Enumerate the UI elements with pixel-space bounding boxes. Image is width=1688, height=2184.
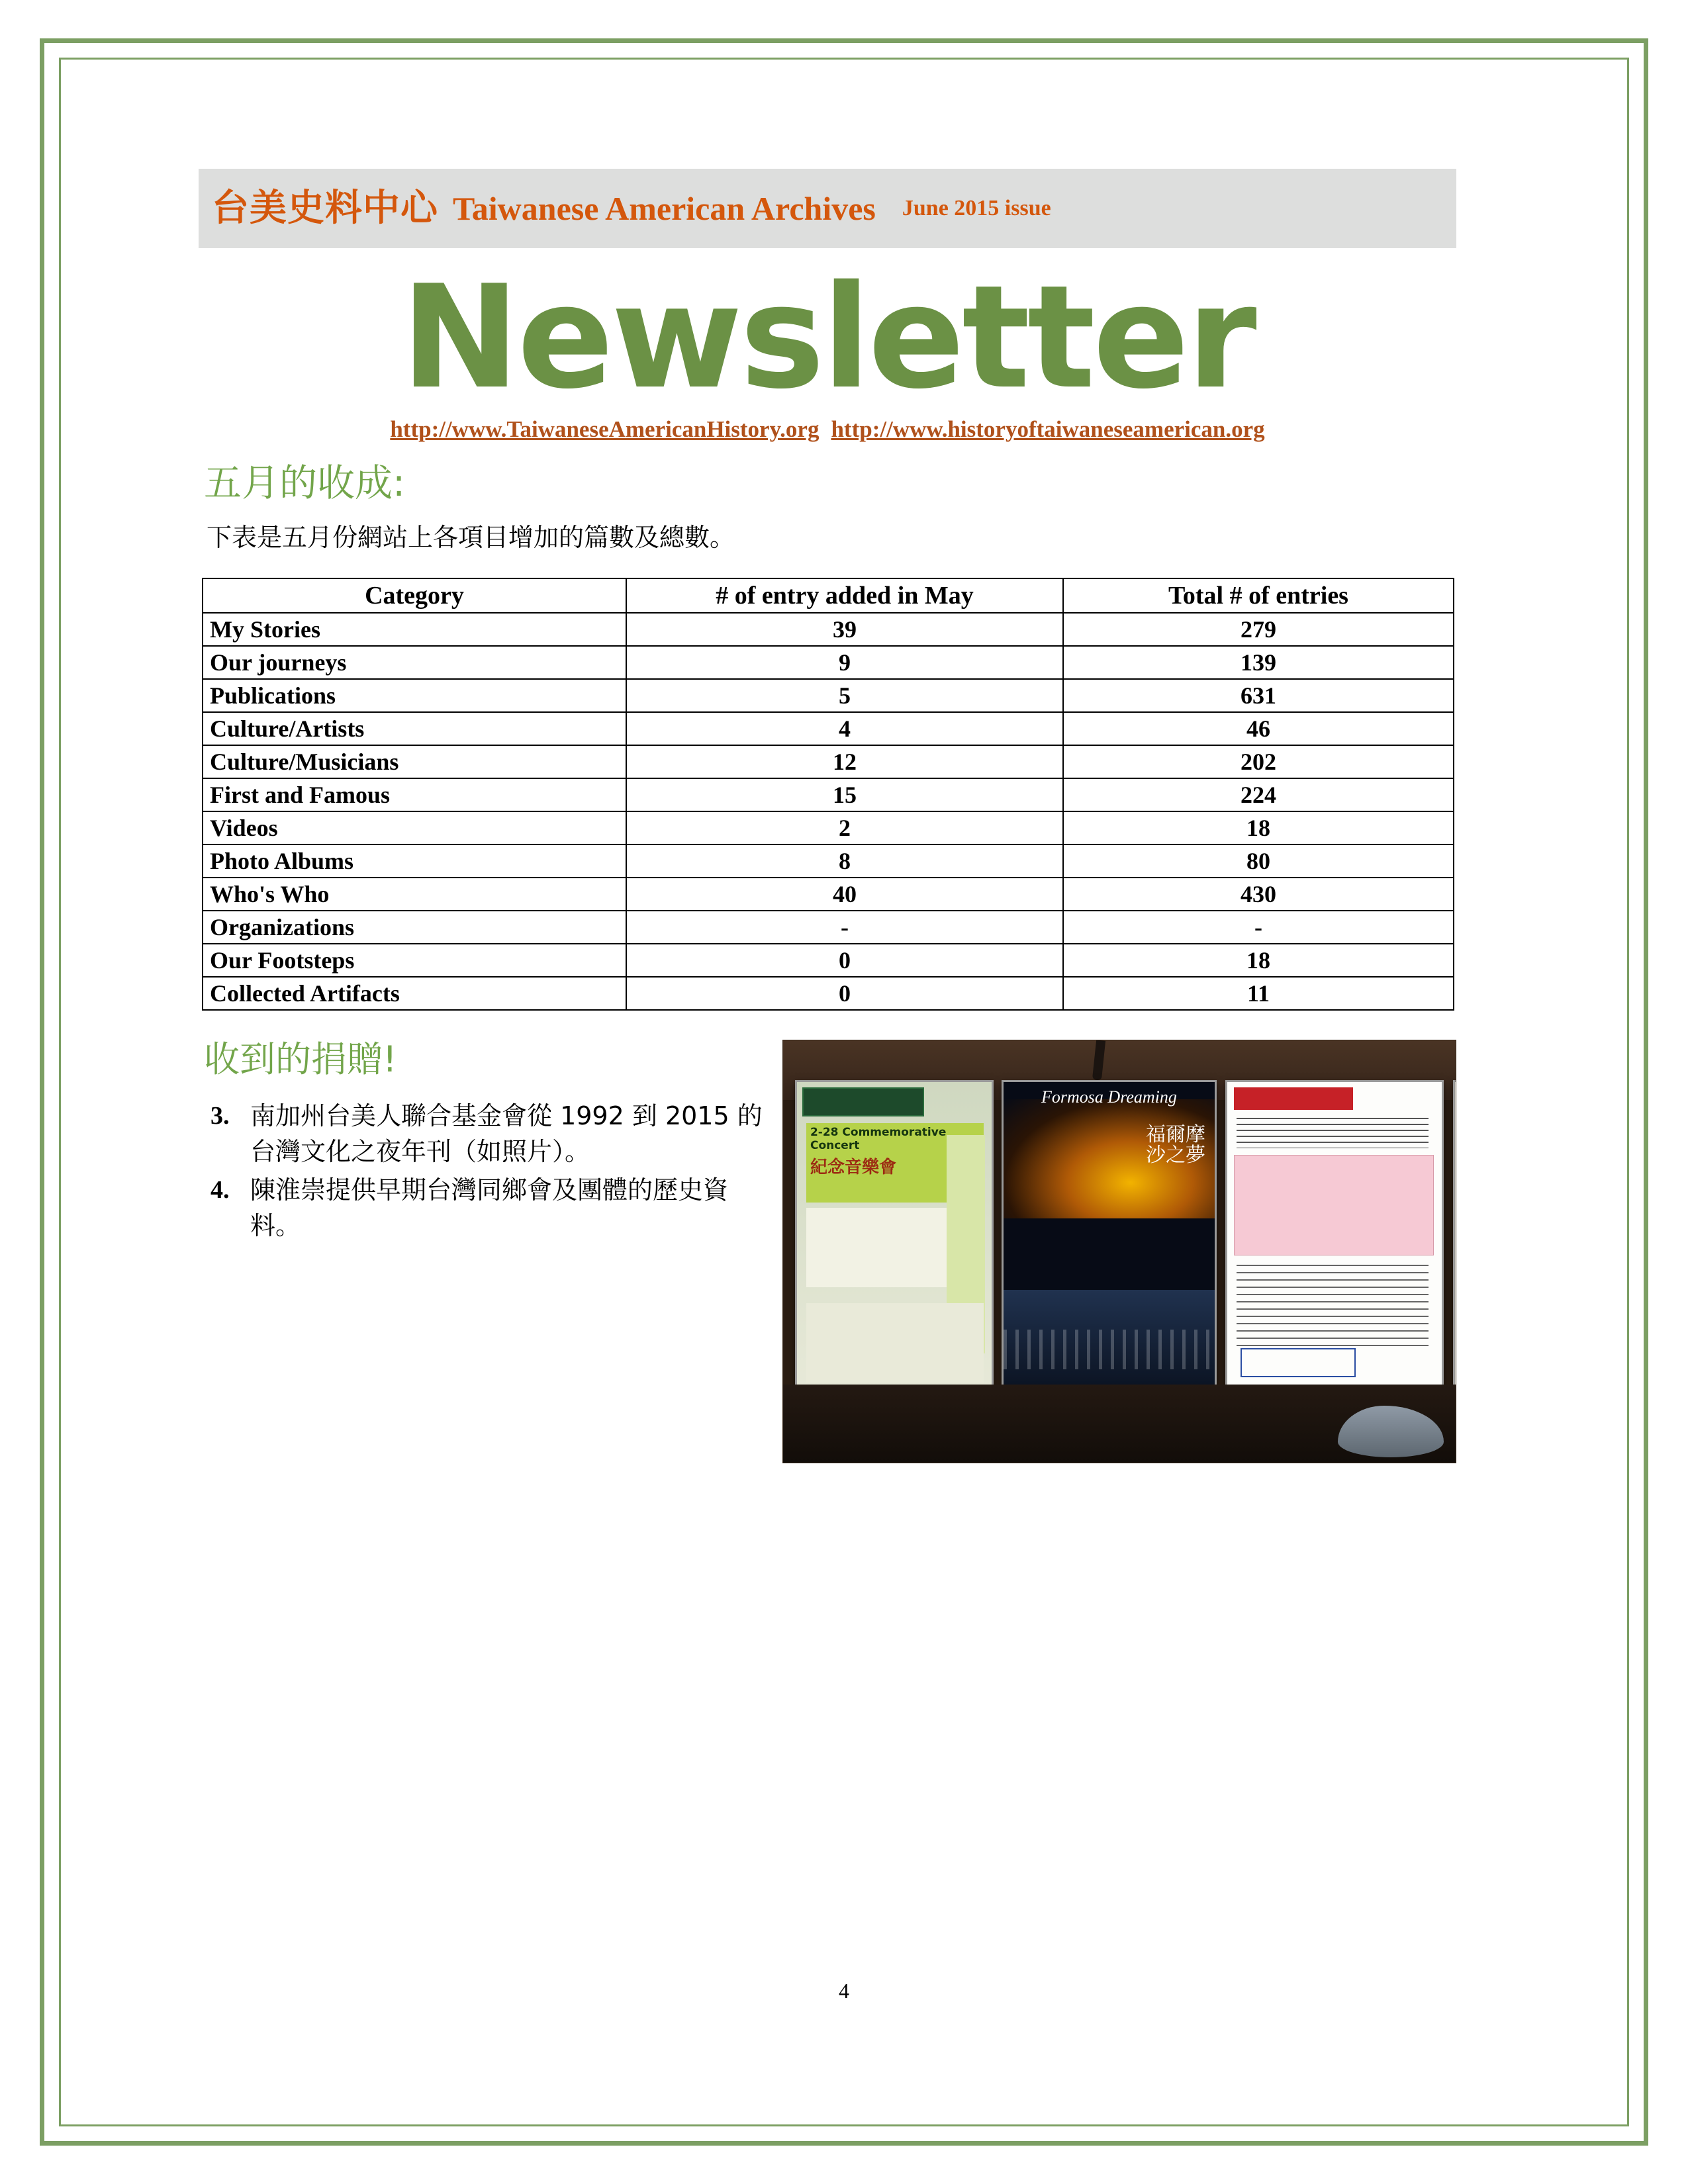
table-row [203,679,1454,712]
table-row [203,745,1454,778]
masthead [199,169,1456,248]
cell-added: 39 [626,613,1063,646]
table-row [203,977,1454,1010]
cell-total: - [1063,911,1454,944]
cell-total: 279 [1063,613,1454,646]
cell-category: Culture/Artists [203,712,626,745]
table-row [203,878,1454,911]
cell-category: First and Famous [203,778,626,811]
list-item-text: 南加州台美人聯合基金會從 1992 到 2015 的台灣文化之夜年刊（如照片）。 [250,1101,763,1167]
cell-total: 202 [1063,745,1454,778]
table-row [203,712,1454,745]
column-header-added: # of entry added in May [626,578,1063,613]
cell-category: Our journeys [203,646,626,679]
cell-category: Organizations [203,911,626,944]
column-header-total: Total # of entries [1063,578,1454,613]
cell-added: 40 [626,878,1063,911]
cell-category: Collected Artifacts [203,977,626,1010]
cell-category: Photo Albums [203,844,626,878]
link-taiwanese-american-history[interactable]: http://www.TaiwaneseAmericanHistory.org [390,416,820,442]
list-item [211,1099,769,1170]
cell-category: Our Footsteps [203,944,626,977]
harvest-section-heading: 五月的收成: [204,461,406,505]
cell-category: Who's Who [203,878,626,911]
table-row [203,613,1454,646]
donation-section-heading: 收到的捐贈! [204,1038,397,1080]
cell-total: 11 [1063,977,1454,1010]
cell-added: 8 [626,844,1063,878]
column-header-category: Category [203,578,626,613]
photo-binder-formosa-dreaming [1002,1080,1217,1391]
cell-total: 46 [1063,712,1454,745]
cell-category: Publications [203,679,626,712]
statistics-table [202,578,1454,1011]
cell-added: - [626,911,1063,944]
harvest-intro-text: 下表是五月份網站上各項目增加的篇數及總數。 [207,523,735,553]
table-row [203,844,1454,878]
table-header-row [203,578,1454,613]
page-number: 4 [839,1979,849,2003]
masthead-issue-date: June 2015 issue [902,196,1051,220]
table-row [203,944,1454,977]
cell-category: Videos [203,811,626,844]
photo-binder-right [1225,1080,1444,1391]
cell-total: 18 [1063,944,1454,977]
cell-category: Culture/Musicians [203,745,626,778]
list-item-text: 陳淮崇提供早期台灣同鄉會及團體的歷史資料。 [250,1175,729,1240]
cell-added: 9 [626,646,1063,679]
donation-photo [782,1040,1456,1463]
cell-total: 631 [1063,679,1454,712]
cell-total: 430 [1063,878,1454,911]
cell-added: 15 [626,778,1063,811]
masthead-chinese-title: 台美史料中心 [212,187,438,230]
table-row [203,646,1454,679]
list-item-number: 4. [211,1176,230,1205]
website-links [199,416,1456,443]
link-history-of-taiwanese-american[interactable]: http://www.historyoftaiwaneseamerican.org [831,416,1265,442]
table-row [203,811,1454,844]
cell-added: 5 [626,679,1063,712]
cell-added: 0 [626,977,1063,1010]
cell-total: 224 [1063,778,1454,811]
cell-added: 4 [626,712,1063,745]
list-item-number: 3. [211,1102,230,1130]
cell-added: 12 [626,745,1063,778]
masthead-english-title: Taiwanese American Archives [453,190,876,227]
cell-category: My Stories [203,613,626,646]
cell-added: 0 [626,944,1063,977]
donations-section [199,1040,1456,1463]
donations-text-column [199,1040,769,1463]
photo-binder-cjk-title: 福爾摩沙之夢 [1145,1122,1205,1167]
cell-added: 2 [626,811,1063,844]
cell-total: 139 [1063,646,1454,679]
page-content [199,169,1456,1463]
newsletter-wordmark: Newsletter [400,254,1254,420]
photo-binder-title: Formosa Dreaming [1041,1087,1177,1107]
table-row [203,911,1454,944]
table-row [203,778,1454,811]
photo-binder-left: 2-28 Commemorative Concert 紀念音樂會 [795,1080,994,1391]
cell-total: 80 [1063,844,1454,878]
donation-list [199,1099,769,1244]
cell-total: 18 [1063,811,1454,844]
list-item [211,1173,769,1244]
photo-binder-far-right [1453,1080,1456,1391]
